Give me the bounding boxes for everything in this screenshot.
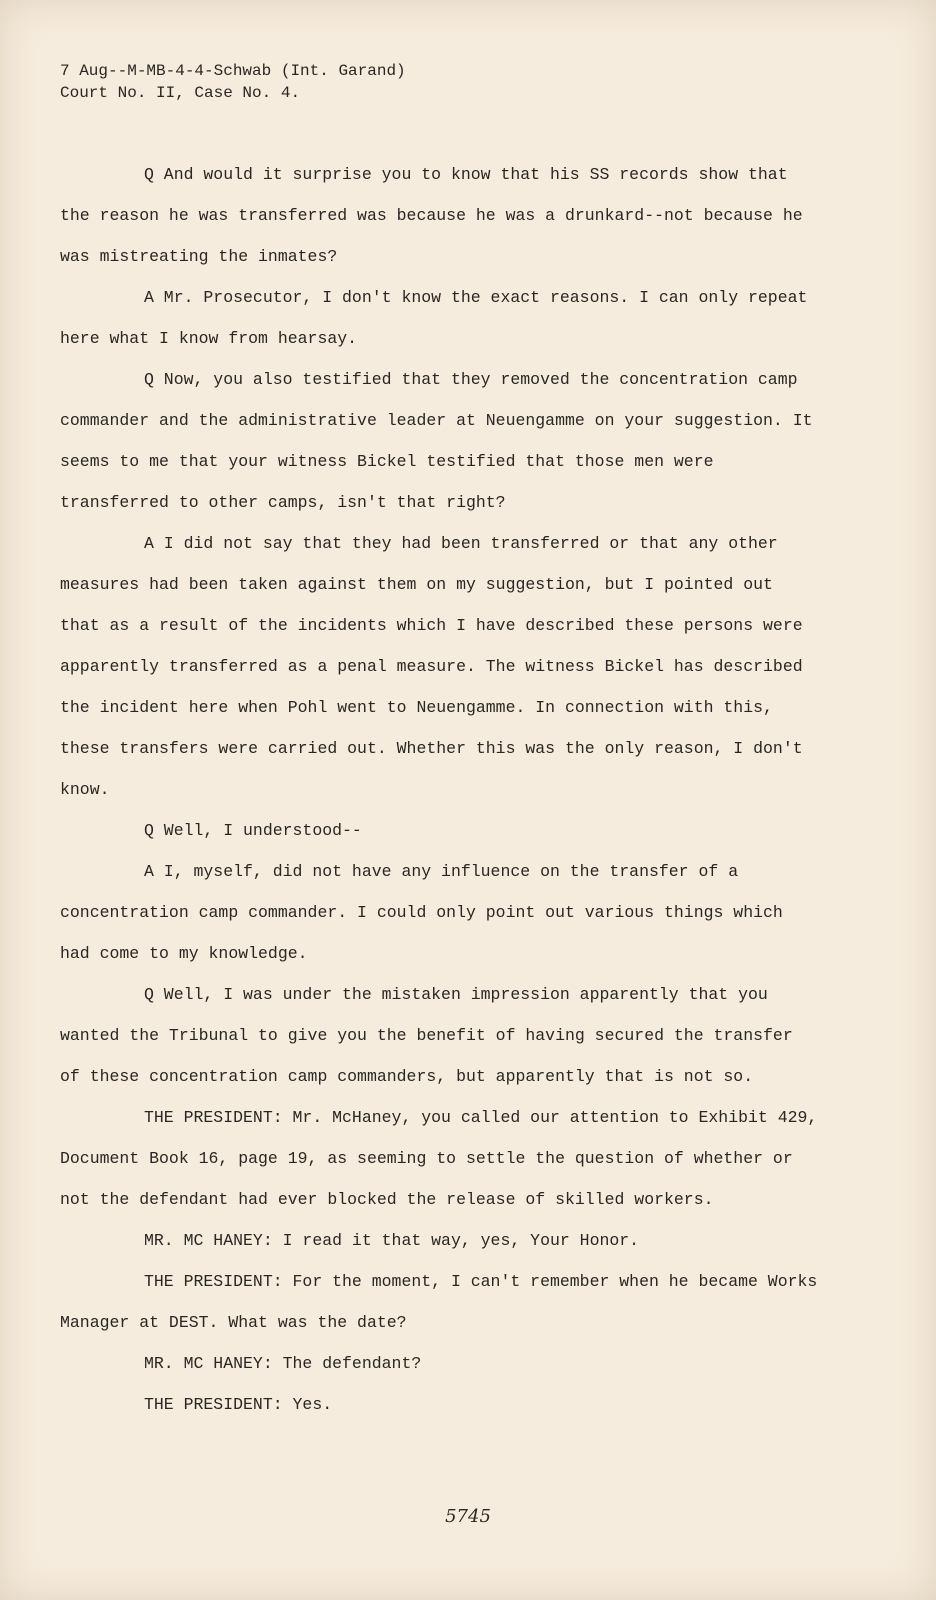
paragraph-president-3: THE PRESIDENT: Yes.	[144, 1395, 333, 1414]
paragraph-question-2: Q Now, you also testified that they removed the concentration camp commander and the administrative leader at Neuengamme on your suggestion. It seems to me that your witness Bickel testified that those men were transferred to other camps, isn't that right?	[60, 370, 813, 512]
paragraph-answer-2: A I did not say that they had been transferred or that any other measures had been taken against them on my suggestion, but I pointed out that as a result of the incidents which I have described these persons were apparently transferred as a penal measure. The witness Bickel has described the incident here when Pohl went to Neuengamme. In connection with this, these transfers were carried out. Whether this was the only reason, I don't know.	[60, 534, 803, 799]
paragraph-question-1: Q And would it surprise you to know that his SS records show that the reason he was transferred was because he was a drunkard--not because he was mistreating the inmates?	[60, 165, 803, 266]
transcript-body	[60, 154, 820, 1425]
page-number: 5745	[445, 1506, 491, 1527]
paragraph-mchaney-1: MR. MC HANEY: I read it that way, yes, Your Honor.	[144, 1231, 640, 1250]
paragraph-president-1: THE PRESIDENT: Mr. McHaney, you called our attention to Exhibit 429, Document Book 16, page 19, as seeming to settle the question of whether or not the defendant had ever blocked the release of skilled workers.	[60, 1108, 818, 1209]
paragraph-answer-3: A I, myself, did not have any influence on the transfer of a concentration camp commander. I could only point out various things which had come to my knowledge.	[60, 862, 783, 963]
document-header	[60, 60, 406, 104]
paragraph-answer-1: A Mr. Prosecutor, I don't know the exact reasons. I can only repeat here what I know from hearsay.	[60, 288, 808, 348]
header-line-2: Court No. II, Case No. 4.	[60, 84, 301, 102]
header-line-1: 7 Aug--M-MB-4-4-Schwab (Int. Garand)	[60, 62, 406, 80]
paragraph-mchaney-2: MR. MC HANEY: The defendant?	[144, 1354, 422, 1373]
paragraph-question-3: Q Well, I understood--	[144, 821, 362, 840]
paragraph-president-2: THE PRESIDENT: For the moment, I can't remember when he became Works Manager at DEST. What was the date?	[60, 1272, 818, 1332]
paragraph-question-4: Q Well, I was under the mistaken impression apparently that you wanted the Tribunal to give you the benefit of having secured the transfer of these concentration camp commanders, but apparently that is not so.	[60, 985, 793, 1086]
